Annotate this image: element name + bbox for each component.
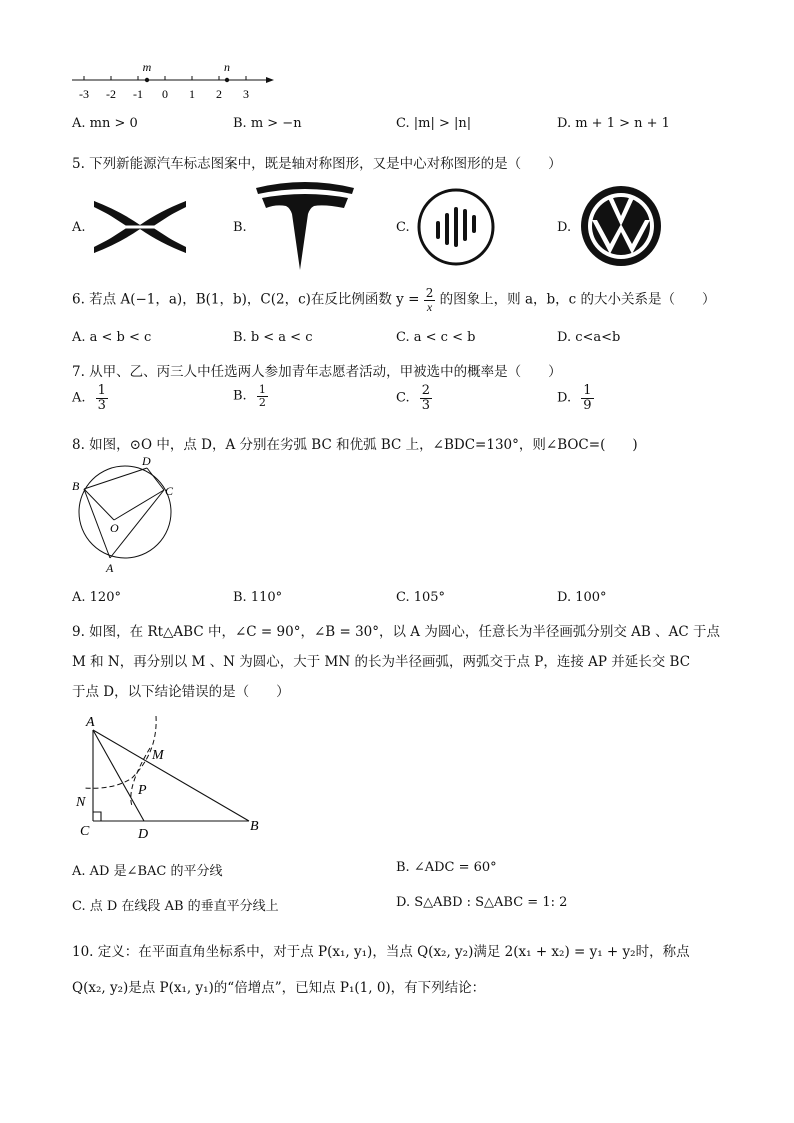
q9-triangle-figure <box>66 708 276 843</box>
point-m-label: m <box>142 60 152 74</box>
point-m-dot <box>145 78 149 82</box>
q8-label-c: C <box>165 484 174 498</box>
q7-a-num: 1 <box>97 383 106 398</box>
q7-option-a[interactable] <box>72 384 108 412</box>
number-line-figure <box>68 58 278 103</box>
q7-stem: 7. 从甲、乙、丙三人中任选两人参加青年志愿者活动，甲被选中的概率是（ ） <box>72 364 562 380</box>
q8-circle-figure <box>66 454 196 576</box>
q4-option-c[interactable]: C. |m| > |n| <box>396 116 472 131</box>
q6-frac-num: 2 <box>425 286 434 300</box>
q9-option-a[interactable]: A. AD 是∠BAC 的平分线 <box>72 864 223 879</box>
tick-label: 2 <box>216 87 222 101</box>
q4-option-a[interactable]: A. mn > 0 <box>72 116 138 131</box>
q7-a-den: 3 <box>97 397 106 413</box>
q9-label-a: A <box>86 715 95 730</box>
q9-option-d[interactable]: D. S△ABD : S△ABC = 1: 2 <box>396 895 568 910</box>
q9-label-n: N <box>76 795 86 810</box>
vw-logo-icon <box>580 184 662 268</box>
q9-line-2: M 和 N，再分别以 M 、N 为圆心，大于 MN 的长为半径画弧，两弧交于点 P，连接 AP 并延长交 BC <box>72 654 691 670</box>
q7-option-c-label: C. <box>396 390 410 406</box>
tick-label: -1 <box>133 87 143 101</box>
q6-stem-post: 的图象上，则 a，b，c 的大小关系是（ ） <box>439 291 716 308</box>
q6-option-a[interactable]: A. a < b < c <box>72 330 152 345</box>
q8-label-a: A <box>106 561 114 575</box>
point-n-label: n <box>224 60 230 74</box>
q9-line-3: 于点 D，以下结论错误的是（ ） <box>72 684 290 700</box>
q6-option-b[interactable]: B. b < a < c <box>233 330 313 345</box>
q8-stem: 8. 如图，⊙O 中，点 D，A 分别在劣弧 BC 和优弧 BC 上，∠BDC=130°，则∠BOC=( ) <box>72 437 638 453</box>
q7-b-den: 2 <box>258 395 266 409</box>
q6-fraction <box>424 287 436 313</box>
q5-option-b[interactable]: B. <box>233 220 247 235</box>
q9-label-d: D <box>138 827 149 842</box>
q7-option-d-label: D. <box>557 390 572 406</box>
q4-option-b[interactable]: B. m > −n <box>233 116 302 131</box>
q7-option-a-label: A. <box>72 390 86 406</box>
q7-b-num: 1 <box>258 383 266 396</box>
q8-option-b[interactable]: B. 110° <box>233 590 283 605</box>
q9-option-c[interactable]: C. 点 D 在线段 AB 的垂直平分线上 <box>72 899 279 914</box>
q9-label-p: P <box>138 783 147 798</box>
q9-option-b[interactable]: B. ∠ADC = 60° <box>396 860 497 875</box>
q5-option-c[interactable]: C. <box>396 220 410 235</box>
q8-option-d[interactable]: D. 100° <box>557 590 607 605</box>
q5-option-a[interactable]: A. <box>72 220 86 235</box>
q8-option-c[interactable]: C. 105° <box>396 590 446 605</box>
point-n-dot <box>225 78 229 82</box>
q6-stem <box>72 287 716 313</box>
q8-label-o: O <box>110 521 119 535</box>
tick-label: -3 <box>79 87 89 101</box>
q8-option-a[interactable]: A. 120° <box>72 590 121 605</box>
q5-stem: 5. 下列新能源汽车标志图案中，既是轴对称图形，又是中心对称图形的是（ ） <box>72 156 562 172</box>
lines-circle-logo-icon <box>416 187 496 267</box>
q5-option-d[interactable]: D. <box>557 220 572 235</box>
q7-option-b-label: B. <box>233 388 247 404</box>
q7-c-den: 3 <box>421 397 431 413</box>
q9-line-1: 9. 如图，在 Rt△ABC 中，∠C = 90°，∠B = 30°，以 A 为圆心，任意长为半径画弧分别交 AB 、AC 于点 <box>72 624 720 640</box>
tesla-logo-icon <box>254 182 356 272</box>
x-logo-icon <box>92 197 188 257</box>
q9-label-c: C <box>80 824 90 839</box>
q7-c-num: 2 <box>421 383 431 398</box>
q7-option-c[interactable] <box>396 384 432 412</box>
q7-option-b[interactable] <box>233 384 268 408</box>
q10-line-1: 10. 定义：在平面直角坐标系中，对于点 P(x₁, y₁)，当点 Q(x₂, y₂)满足 2(x₁ + x₂) = y₁ + y₂时，称点 <box>72 944 690 960</box>
q6-stem-pre: 6. 若点 A(−1，a)，B(1，b)，C(2，c)在反比例函数 y = <box>72 291 420 308</box>
q7-d-num: 1 <box>583 383 592 398</box>
q4-option-d[interactable]: D. m + 1 > n + 1 <box>557 116 670 131</box>
q9-label-b: B <box>250 819 259 834</box>
tick-label: -2 <box>106 87 116 101</box>
q6-frac-den: x <box>426 299 433 314</box>
q6-option-c[interactable]: C. a < c < b <box>396 330 476 345</box>
q8-label-d: D <box>142 454 151 468</box>
q9-label-m: M <box>152 748 164 763</box>
q7-d-den: 9 <box>583 397 592 413</box>
q6-option-d[interactable]: D. c<a<b <box>557 330 621 345</box>
q8-label-b: B <box>72 479 80 493</box>
tick-label: 1 <box>189 87 195 101</box>
q10-line-2: Q(x₂, y₂)是点 P(x₁, y₁)的“倍增点”，已知点 P₁(1, 0)，有下列结论： <box>72 980 486 996</box>
tick-label: 3 <box>243 87 249 101</box>
q7-option-d[interactable] <box>557 384 594 412</box>
tick-label: 0 <box>162 87 168 101</box>
